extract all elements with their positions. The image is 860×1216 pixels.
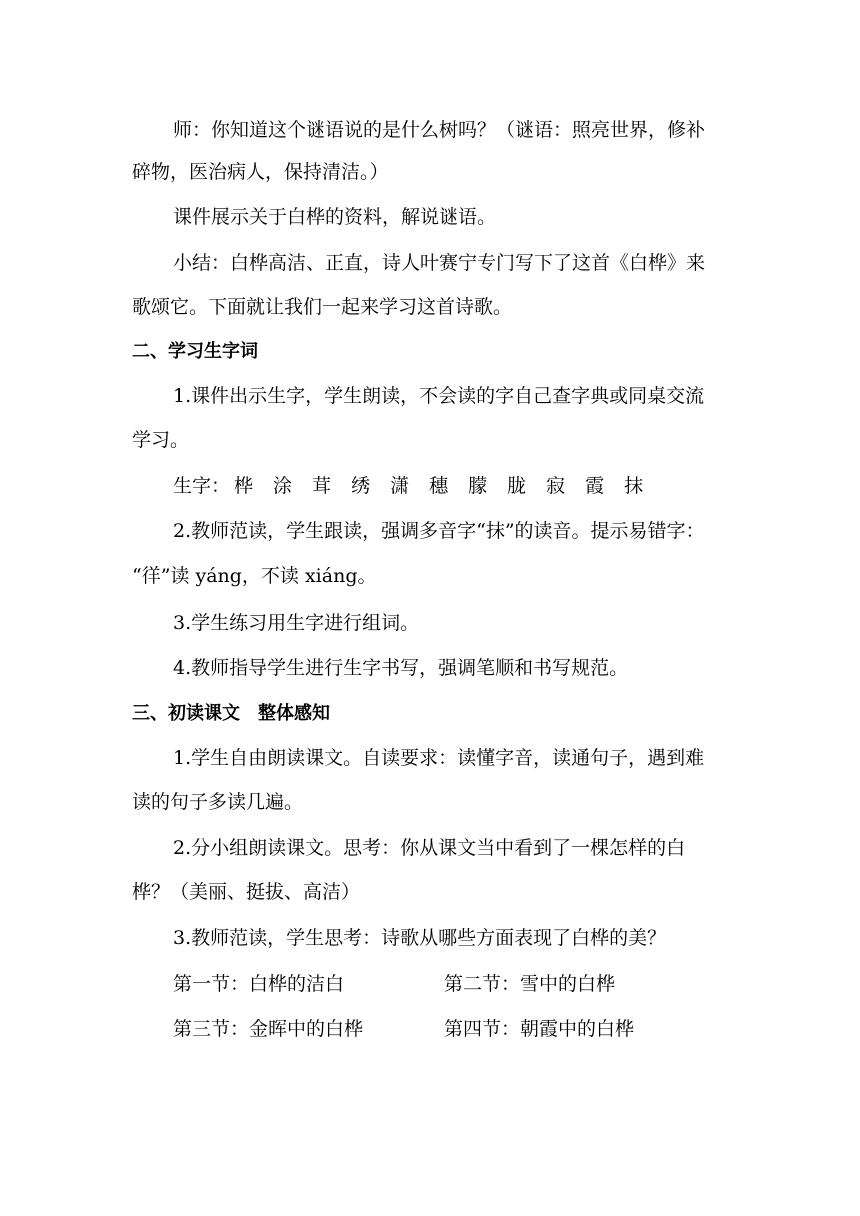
- step-4: 4.教师指导学生进行生字书写，强调笔顺和书写规范。: [173, 657, 629, 679]
- new-character: 寂: [546, 475, 566, 497]
- stanza-1: 第一节：白桦的洁白: [173, 973, 345, 995]
- new-characters-label: 生字：: [173, 475, 231, 497]
- new-character: 潇: [390, 475, 410, 497]
- new-character: 穗: [429, 475, 449, 497]
- new-character: 涂: [273, 475, 293, 497]
- new-character: 桦: [234, 475, 254, 497]
- new-character: 抹: [624, 475, 644, 497]
- step-2-line1: 2.教师范读，学生跟读，强调多音字“抹”的读音。提示易错字：: [173, 520, 705, 542]
- paragraph-riddle-line2: 碎物，医治病人，保持清洁。）: [132, 161, 389, 183]
- step-3: 3.学生练习用生字进行组词。: [173, 612, 420, 634]
- section-heading-3: 三、初读课文 整体感知: [132, 703, 330, 724]
- stanza-4: 第四节：朝霞中的白桦: [444, 1018, 635, 1040]
- stanza-2: 第二节：雪中的白桦: [444, 973, 616, 995]
- reading-1-line2: 读的句子多读几遍。: [132, 791, 304, 813]
- step-2-line2: “徉”读 yáng，不读 xiáng。: [132, 565, 377, 587]
- paragraph-riddle-line1: 师：你知道这个谜语说的是什么树吗？（谜语：照亮世界，修补: [173, 119, 706, 141]
- paragraph-courseware: 课件展示关于白桦的资料，解说谜语。: [173, 206, 497, 228]
- paragraph-summary-line1: 小结：白桦高洁、正直，诗人叶赛宁专门写下了这首《白桦》来: [173, 252, 706, 274]
- reading-2-line1: 2.分小组朗读课文。思考：你从课文当中看到了一棵怎样的白: [173, 837, 686, 859]
- reading-1-line1: 1.学生自由朗读课文。自读要求：读懂字音，读通句子，遇到难: [173, 747, 705, 769]
- new-characters-row: [173, 474, 783, 498]
- reading-2-line2: 桦？（美丽、挺拔、高洁）: [132, 881, 361, 903]
- paragraph-summary-line2: 歌颂它。下面就让我们一起来学习这首诗歌。: [132, 296, 513, 318]
- step-1-line2: 学习。: [132, 429, 190, 451]
- new-character: 绣: [351, 475, 371, 497]
- new-character: 胧: [507, 475, 527, 497]
- section-heading-2: 二、学习生字词: [132, 341, 258, 362]
- new-character: 朦: [468, 475, 488, 497]
- reading-3: 3.教师范读，学生思考：诗歌从哪些方面表现了白桦的美？: [173, 927, 667, 949]
- new-character: 茸: [312, 475, 332, 497]
- stanza-3: 第三节：金晖中的白桦: [173, 1018, 364, 1040]
- step-1-line1: 1.课件出示生字，学生朗读，不会读的字自己查字典或同桌交流: [173, 385, 705, 407]
- new-character: 霞: [585, 475, 605, 497]
